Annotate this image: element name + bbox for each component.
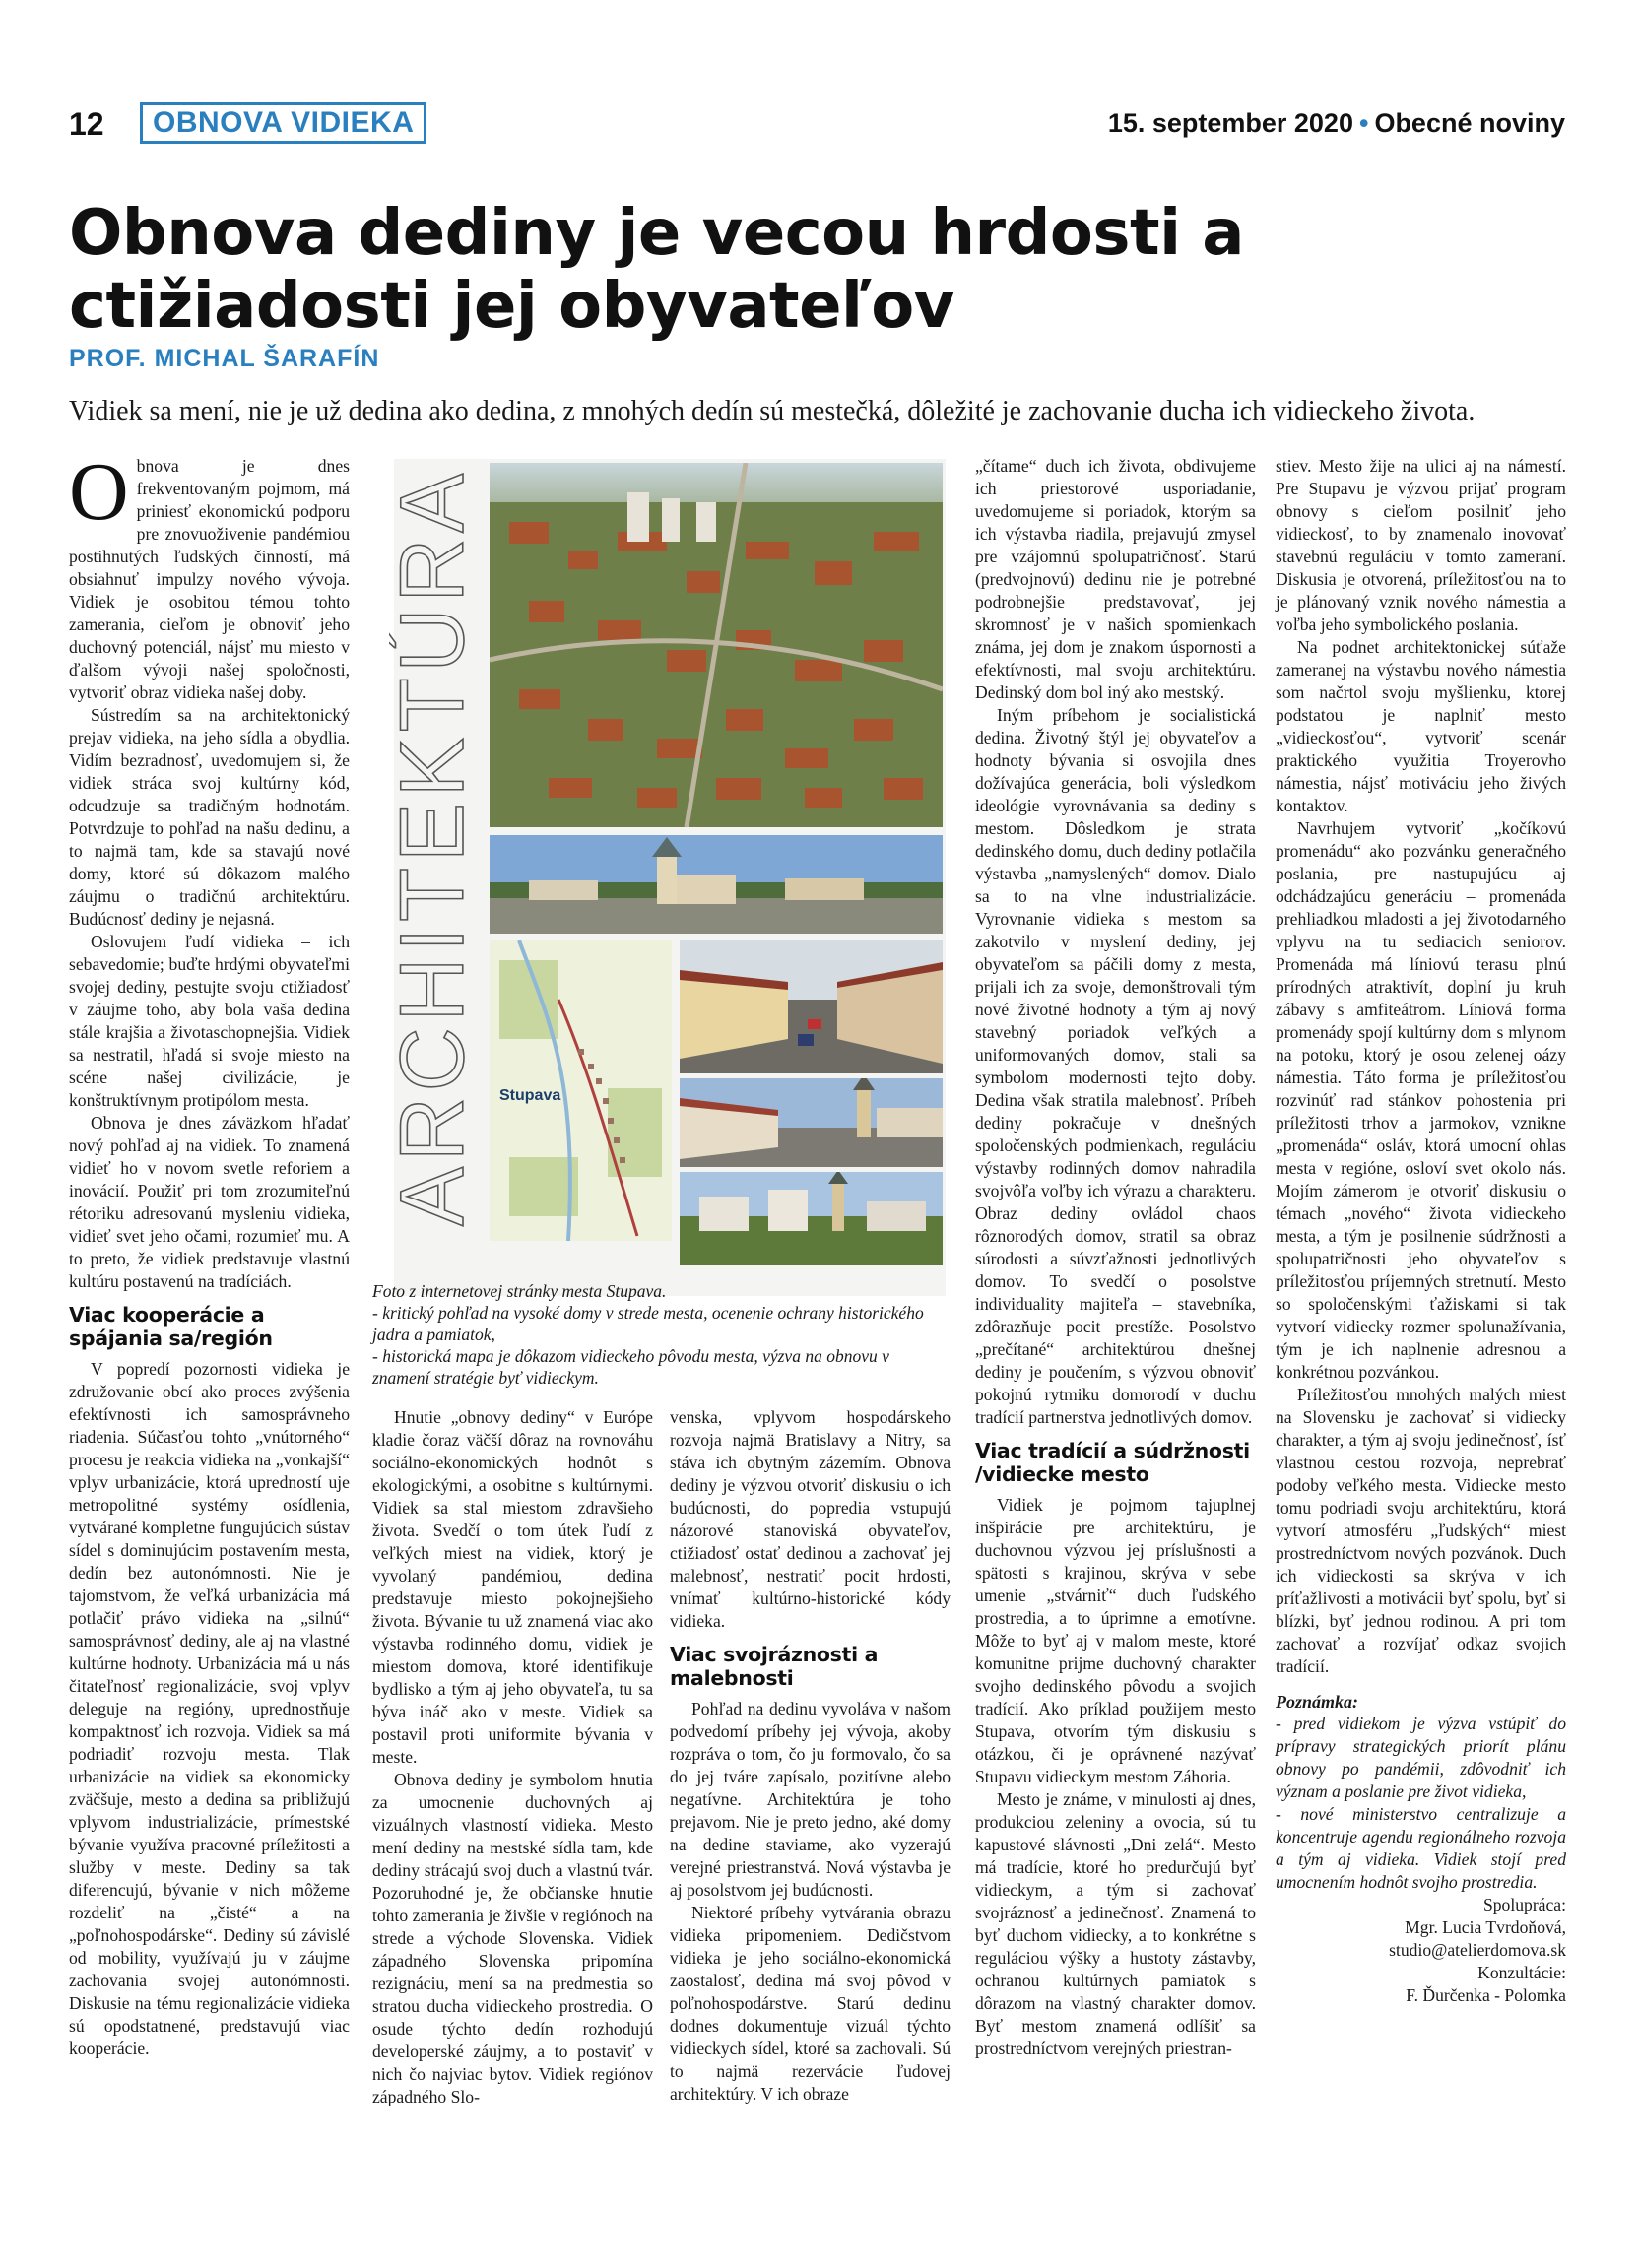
town-blocks-photo [680,1172,943,1265]
vertical-title [389,463,497,1241]
paragraph: „čítame“ duch ich života, obdivujeme ich priestorové usporiadanie, uvedomujeme si poriadok, ktorým sa ich výstavba riadila, prejavujú zmysel pre vzájomnú spolupatričnosť. Starú (predvojnovú) dedinu nie je potrebné podrobnejšie predstavovať, jej skromnosť je v našich spomienkach známa, jej dom je znakom úspornosti a efektívnosti, mal svoju architektúru. Dedinský dom bol iný ako mestský. [975,456,1256,702]
note-item: - nové ministerstvo centralizuje a koncentruje agendu regionálneho rozvoja a tým aj vidieka. Vidiek stojí pred umocnením hodnôt svojho prostredia. [1276,1804,1566,1892]
paragraph: Iným príbehom je socialistická dedina. Životný štýl jej obyvateľov a hodnoty bývania si osvojila dnes dožívajúca generácia, boli výsledkom ideológie vyrovnávania sa dediny s mestom. Dôsledkom je strata dedinského domu, duch dediny potlačila výstavba „namyslených“ domov. Dialo sa to na vlne industrializácie. Vyrovnanie vidieka s mestom sa zakotvilo v myslení dediny, jej obyvateľom sa páčili domy z mesta, prijali ich za svoje, demonštrovali tým nové životné hodnoty a tým aj nový stavebný poriadok veľkých a uniformovaných domov, stali sa symbolom modernosti tejto doby. Dedina však stratila malebnosť. Príbeh dediny pokračuje v dnešných spoločenských podmienkach, reguláciu výstavby rodinných domov nahradila svojvôľa voľby ich výrazu a charakteru. Obraz dediny ovládol chaos rôznorodých domov, stratil sa obraz súrodosti a súvzťažnosti jednotlivých domov. To svedčí o posolstve individuality majiteľa – stavebníka, zdôrazňuje pocit prestíže. Posolstvo „prečítané“ architektúrou dnešnej dediny je poučením, s výzvou obnoviť pokojnú rytmiku domorodí v duchu tradícií partnerstva jednotlivých domov. [975,705,1256,1427]
note-title: Poznámka: [1276,1692,1359,1712]
caption-line: - kritický pohľad na vysoké domy v strede mesta, ocenenie ochrany historického jadra a pamiatok, [372,1303,924,1344]
street-photo [680,940,943,1073]
separator-dot: • [1358,108,1369,138]
issue-date: 15. september 2020 [1107,108,1353,138]
paragraph: stiev. Mesto žije na ulici aj na námestí. Pre Stupavu je výzvou prijať program obnovy s cieľom posilniť jeho vidieckosť, to by znamenalo inovovať stavebnú reguláciu v tomto zameraní. Diskusia je otvorená, príležitosťou na to je plánovaný vznik nového námestia a voľba jeho symbolického poslania. [1276,456,1566,634]
church-square-photo [490,835,943,934]
issue-info [1108,108,1565,139]
aerial-town-photo [490,463,943,827]
paragraph: Sústredím sa na architektonický prejav vidieka, na jeho sídla a obydlia. Vidím bezradnosť, uvedomujem si, že vidiek stráca svoj kultúrny kód, odcudzuje sa tradičným hodnotám. Potvrdzuje to pohľad na našu dedinu, a to najmä tam, kde sa stavajú nové domy, ktoré sú dôkazom malého záujmu o tradičnú architektúru. Budúcnosť dediny je nejasná. [69,705,350,929]
headline: Obnova dediny je vecou hrdosti a ctižiadosti jej obyvateľov [69,197,1244,343]
paragraph: Hnutie „obnovy dediny“ v Európe kladie čoraz väčší dôraz na rovnováhu sociálno-ekonomických hodnôt s ekologickými, a osobitne s kultúrnymi. Vidiek sa stal miestom zdravšieho života. Svedčí o tom útek ľudí z veľkých miest na vidiek, ktorý je vyvolaný pandémiou, dedina predstavuje miesto pokojnejšieho života. Bývanie tu už znamená viac ako výstavba rodinného domu, vidiek je miestom domova, ktoré identifikuje bydlisko a tým aj jeho obyvateľa, tu sa býva ináč ako v meste. Vidiek sa postavil proti uniformite bývania v meste. [372,1407,653,1767]
signature-line: Spolupráca: [1482,1895,1566,1914]
column-4 [975,455,1256,2060]
paragraph: Oslovujem ľudí vidieka – ich sebavedomie; buďte hrdými obyvateľmi svojej dediny, pestujte svoju ctižiadosť v záujme toho, aby bola vaša dedina stále krajšia a životaschopnejšia. Vidiek sa nestratil, hľadá si svoje miesto na scéne našej civilizácie, je konštruktívnym protipólom mesta. [69,932,350,1110]
signature-line: Konzultácie: [1477,1963,1566,1982]
photo-caption [372,1280,944,1389]
paragraph: Vidiek je pojmom tajuplnej inšpirácie pre architektúru, je duchovnou výzvou jej príslušnosti a spätosti s krajinou, skrýva v sebe umenie „stvárniť“ duch ľudského prostredia, a to úprimne a emotívne. Môže to byť aj v malom meste, ktoré komunitne prijme duchovný charakter svojho dedinského pôvodu a svojich tradícií. Ako príklad použijem mesto Stupava, otvorím tým diskusiu s otázkou, či je oprávnené nazývať Stupavu vidieckym mestom Záhoria. [975,1495,1256,1786]
paragraph: venska, vplyvom hospodárskeho rozvoja najmä Bratislavy a Nitry, sa stáva ich obytným zázemím. Obnova dediny je výzvou otvoriť diskusiu o ich budúcnosti, do popredia vstupujú názorové stanoviská obyvateľov, ctižiadosť ostať dedinou a zachovať jej malebnosť, nestratiť pocit hrdosti, vnímať kultúrno-historické kódy vidieka. [670,1407,951,1631]
publication-name: Obecné noviny [1374,108,1565,138]
byline: PROF. MICHAL ŠARAFÍN [69,345,380,372]
paragraph: Niektoré príbehy vytvárania obrazu vidieka pripomeniem. Dedičstvom vidieka je jeho sociálno-ekonomická zaostalosť, dedina má svoj pôvod v poľnohospodárstve. Starú dedinu dodnes dokumentuje vizuál týchto vidieckych sídel, ktoré sa zachovali. Sú to najmä rezervácie ľudovej architektúry. V ich obraze [670,1903,951,2104]
paragraph-text: bnova je dnes frekventovaným pojmom, má priniesť ekonomickú podporu pre znovuoživenie pandémiou postihnutých ľudských činností, má obsiahnuť impulzy nového vývoja. Vidiek je osobitou témou tohto zamerania, cieľom je obnoviť jeho duchovný potenciál, nájsť mu miesto v ďalšom vývoji našej spoločnosti, vytvoriť obraz vidieka našej doby. [69,456,350,702]
vertical-title-text: ARCHITEKTÚRA [389,463,483,1226]
caption-line: - historická mapa je dôkazom vidieckeho pôvodu mesta, výzva na obnovu v znamení stratégie byť vidieckym. [372,1346,889,1388]
caption-line: Foto z internetovej stránky mesta Stupava. [372,1281,667,1301]
column-3 [670,1406,951,2106]
column-5 [1276,455,1566,2007]
drop-cap: O [69,446,129,538]
column-2 [372,1406,653,2108]
paragraph: V popredí pozornosti vidieka je združovanie obcí ako proces zvýšenia efektívnosti ich samosprávneho riadenia. Súčasťou tohto „vnútorného“ procesu je reakcia vidieka na „vonkajší“ vplyv urbanizácie, ktorá upredností uje metropolitné systémy osídlenia, vytvárané kompletne fungujúcich sústav sídel s dominujúcim postavením mesta, dedín bez autonómnosti. Nie je tajomstvom, že veľká urbanizácia má potlačiť právo vidieka na „silnú“ samosprávnosť dediny, ale aj na vlastné kultúrne hodnoty. Urbanizácia má u nás čitateľnosť regionalizácie, svoj vplyv deleguje na regióny, uprednostňuje kompaktnosť ich rozvoja. Vidiek sa má podriadiť rozvoju mesta. Tlak urbanizácie na vidiek sa ekonomicky zväčšuje, mesto a dedina sa približujú vplyvom industrializácie, prímestské bývanie využíva pracovné príležitosti a služby v meste. Dediny sa tak diferencujú, bývanie v nich môžeme rozdeliť na „čisté“ a na „poľnohospodárske“. Dediny sú závislé od mobility, využívajú ju v záujme zachovania svojej autonómnosti. Diskusie na tému regionalizácie vidieka sú opodstatnené, predstavujú viac kooperácie. [69,1359,350,2058]
page-number: 12 [69,106,104,142]
signature-line: studio@atelierdomova.sk [1389,1940,1566,1960]
paragraph: Pohľad na dedinu vyvoláva v našom podvedomí príbehy jej vývoja, akoby rozpráva o tom, čo ju formovalo, čo sa do jej tváre zapísalo, pozitívne alebo negatívne. Architektúra je toho prejavom. Nie je preto jedno, aké domy na dedine staviame, ako vyzerajú verejné priestranstvá. Nová výstavba je aj posolstvom jej budúcnosti. [670,1699,951,1900]
paragraph [69,446,350,704]
column-1 [69,446,350,2060]
subheading: Viac kooperácie a spájania sa/región [69,1303,273,1350]
signature-line: F. Ďurčenka - Polomka [1406,1985,1566,2005]
paragraph: Navrhujem vytvoriť „kočíkovú promenádu“ ako pozvánku generačného poslania, pre nastupujúcu aj odchádzajúcu generáciu – promenáda prehliadkou mladosti a jej životodarného vplyvu na tu sediacich seniorov. Promenáda má líniovú terasu plnú prírodných atraktivít, doplní ju kruh zábavy s amfiteátrom. Líniová forma promenády spojí kultúrny dom s mlynom na potoku, ktorý je osou zelenej oázy námestia. Táto forma je príležitosťou rozvinúť rad stánkov pohostenia pri príležitosti trhov a jarmokov, vznikne „promenáda“ osláv, ktorá umocní ohlas mesta v regióne, osloví svet okolo nás. Mojím zámerom je otvoriť diskusiu o témach „nového“ života vidieckeho mesta, a tým je posilnenie súdržnosti a spolupatričnosti jeho obyvateľov s príležitosťou príjemných stretnutí. Mesto so spoločenskými ťažiskami si tak vytvorí vidiecky rozmer spolunažívania, tým je ich naplnenie adresnou a konkrétnou pozvánkou. [1276,818,1566,1382]
map-label: Stupava [499,1087,561,1104]
paragraph: Príležitosťou mnohých malých miest na Slovensku je zachovať si vidiecky charakter, a tým aj svoju jedinečnosť, ísť vlastnou cestou rozvoja, neprebrať podoby veľkého mesta. Vidiecke mesto tomu podriadi svoju architektúru, ktorá vytvorí atmosféru „ľudských“ miest prostredníctvom nových pozvánok. Duch ich vidieckosti sa skrýva v ich príťažlivosti a motivácii byť spolu, byť si blízki, byť jednou rodinou. A pri tom zachovať a rozvíjať odkaz svojich tradícií. [1276,1385,1566,1676]
paragraph: Obnova dediny je symbolom hnutia za umocnenie duchovných aj vizuálnych vlastností vidieka. Mesto mení dediny na mestské sídla tam, kde dediny strácajú svoj duch a vlastnú tvár. Pozoruhodné je, že občianske hnutie tohto zamerania je živšie v regiónoch na strede a východe Slovenska. Vidiek západného Slovenska pripomína rezignáciu, mení sa na predmestia so stratou ducha vidieckeho prostredia. O osude týchto dedín rozhodujú developerské záujmy, a to postaviť v nich čo najviac bytov. Vidiek regiónov západného Slo- [372,1770,653,2106]
paragraph: Obnova je dnes záväzkom hľadať nový pohľad aj na vidiek. To znamená vidieť ho v novom svetle reforiem a inovácií. Použiť pri tom zrozumiteľnú rétoriku adresovanú mysleniu vidieka, vidieť svet jeho očami, rozumieť mu. A to preto, že vidiek predstavuje vlastnú kultúru postavenú na tradíciách. [69,1113,350,1291]
subheading: Viac tradícií a súdržnosti /vidiecke mesto [975,1439,1250,1486]
signature-line: Mgr. Lucia Tvrdoňová, [1405,1917,1566,1937]
subheading: Viac svojráznosti a malebnosti [670,1643,879,1690]
street-church-photo [680,1078,943,1167]
section-tag: OBNOVA VIDIEKA [140,102,426,144]
paragraph: Mesto je známe, v minulosti aj dnes, produkciou zeleniny a ovocia, sú tu kapustové slávnosti „Dni zelá“. Mesto má tradície, ktoré ho predurčujú byť vidieckym, a tým si zachovať svojráznosť a jedinečnosť. Znamená to byť duchom vidiecky, a to konkrétne s reguláciou výšky a hustoty zástavby, ochranou kultúrnych pamiatok s dôrazom na vlastný charakter domov. Byť mestom znamená odlíšiť sa prostredníctvom verejných priestran- [975,1789,1256,2058]
historical-map [490,940,672,1241]
lead-paragraph: Vidiek sa mení, nie je už dedina ako dedina, z mnohých dedín sú mestečká, dôležité je zachovanie ducha ich vidieckeho života. [69,396,1476,426]
note-item: - pred vidiekom je výzva vstúpiť do prípravy strategických priorít plánu obnovy po pandémii, zdôvodniť ich význam a poslanie pre život vidieka, [1276,1714,1566,1801]
paragraph: Na podnet architektonickej súťaže zameranej na výstavbu nového námestia som načrtol svoju myšlienku, ktorej podstatou je naplniť mesto „vidieckosťou“, vytvoriť scenár praktického využitia Troyerovho námestia, nájsť motiváciu jeho živých kontaktov. [1276,637,1566,815]
